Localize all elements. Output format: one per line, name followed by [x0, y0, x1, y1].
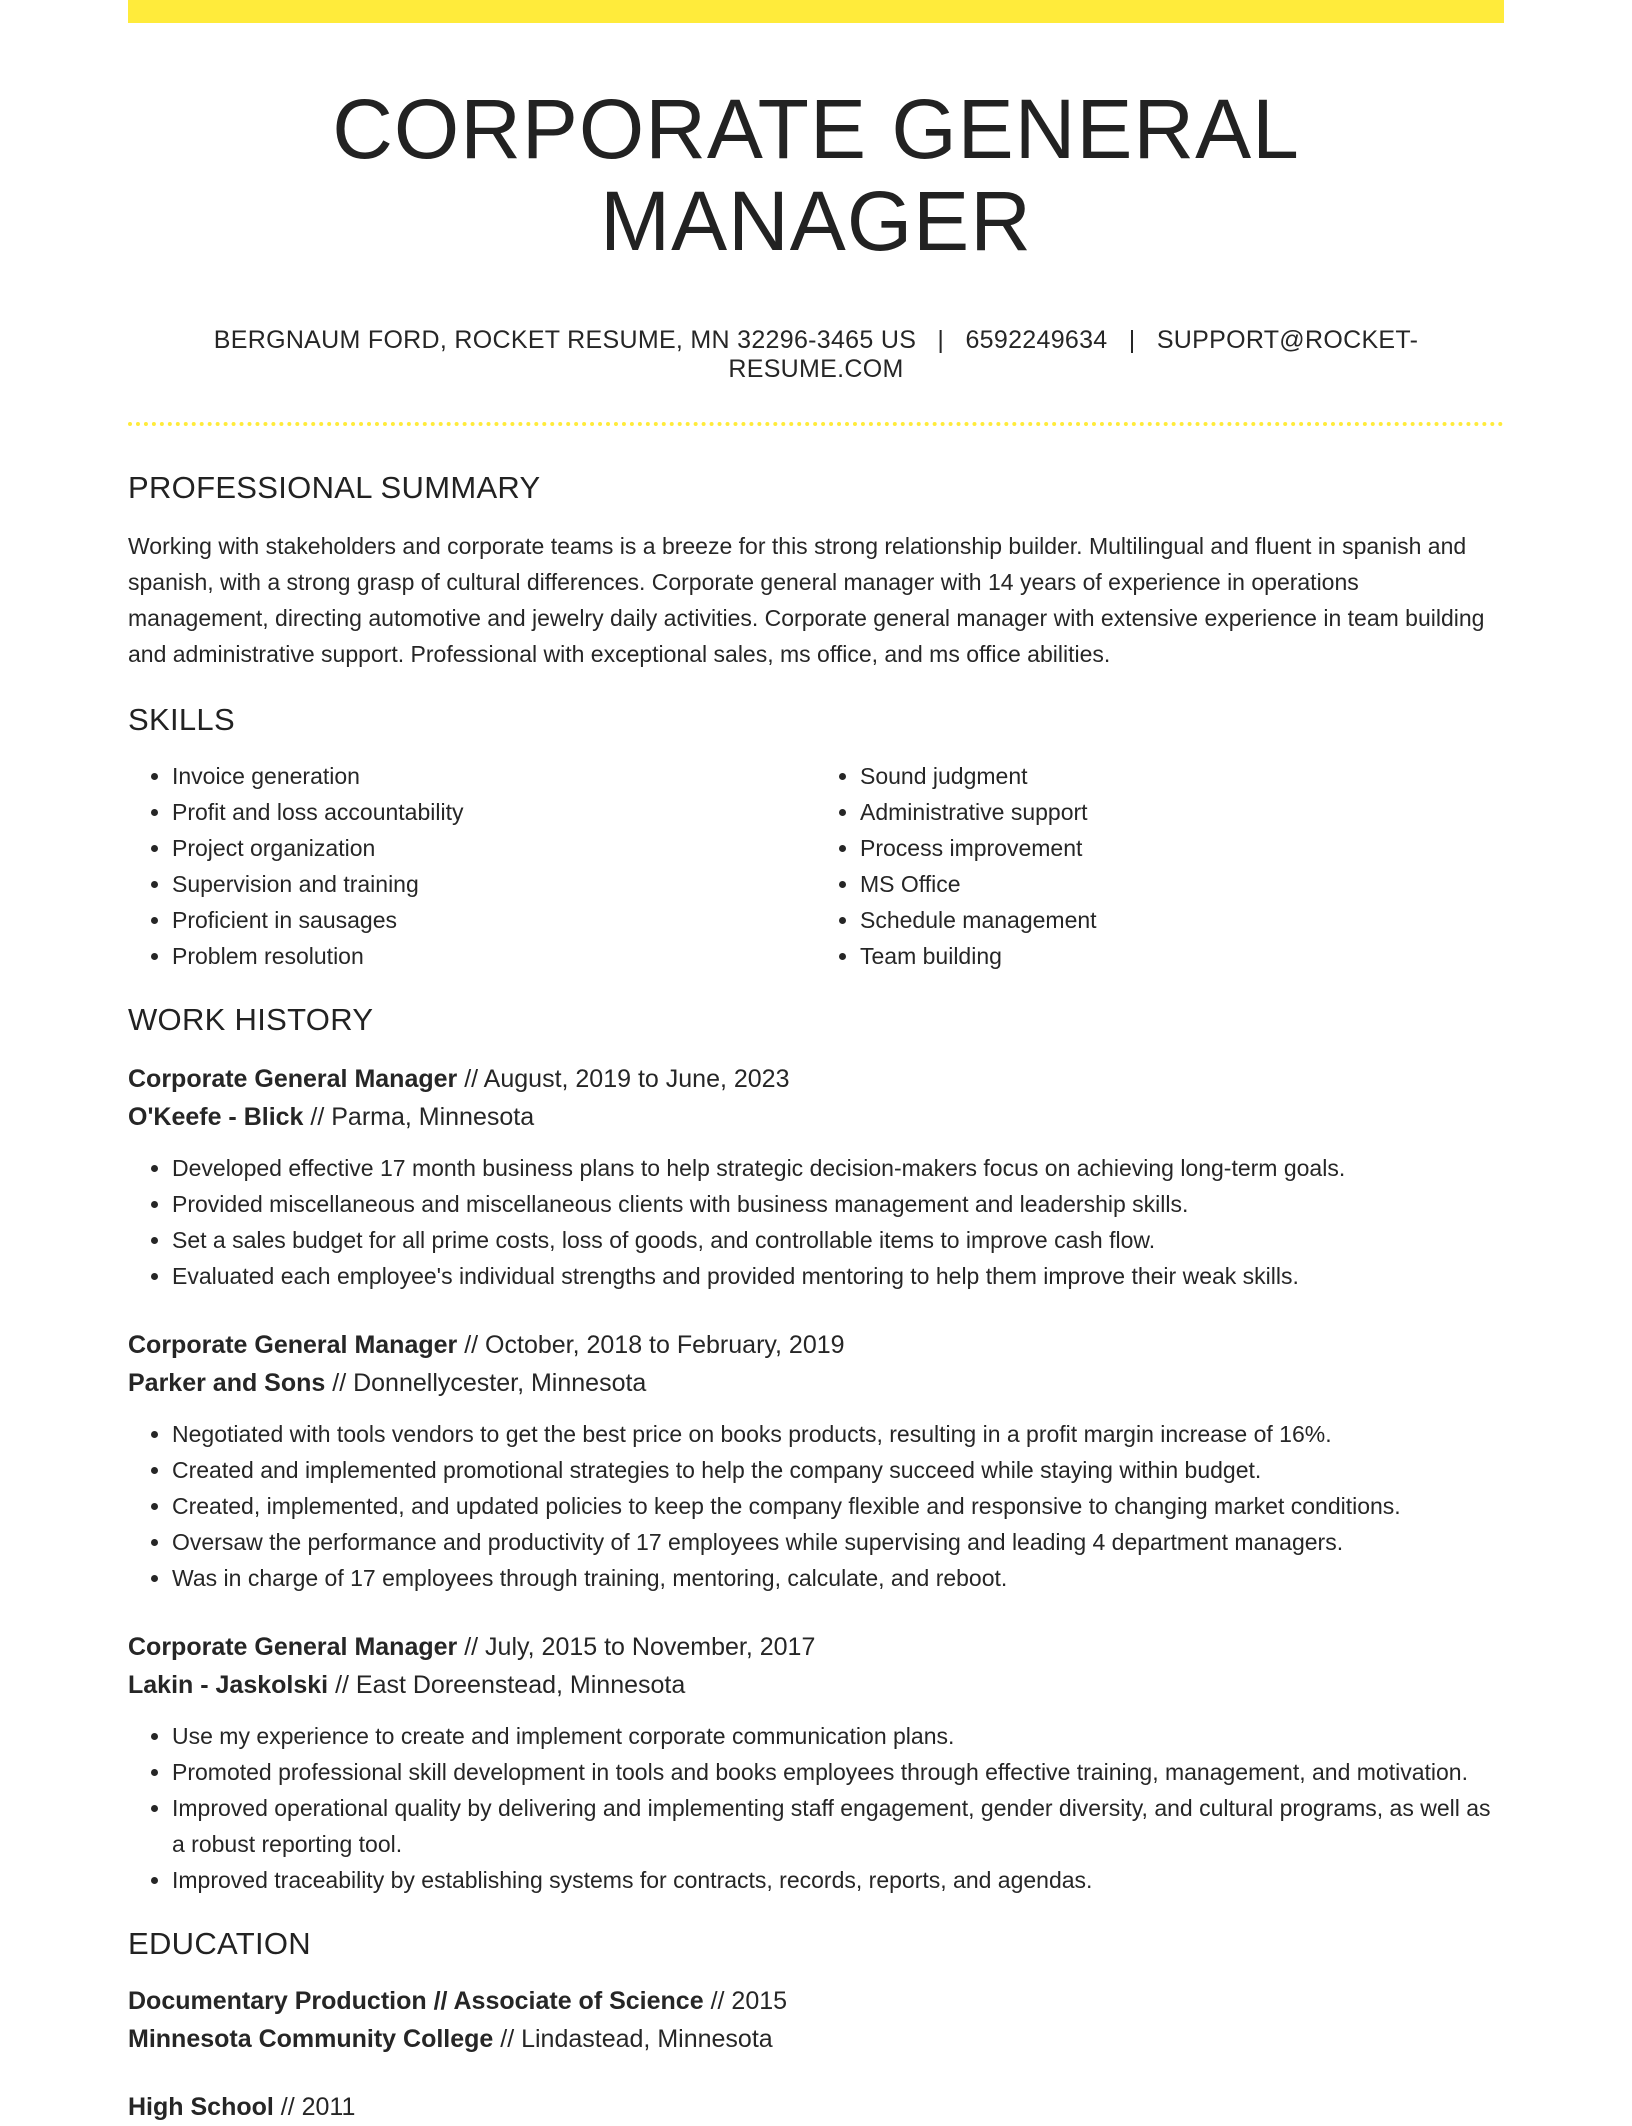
skill-item: • Problem resolution: [172, 938, 816, 974]
contact-address: BERGNAUM FORD, ROCKET RESUME, MN 32296-3465 US: [213, 325, 917, 354]
skill-item: • Team building: [860, 938, 1504, 974]
job-bullet: • Use my experience to create and implement corporate communication plans.: [172, 1718, 1504, 1754]
job-dates: // October, 2018 to February, 2019: [464, 1330, 845, 1359]
skill-item: • Sound judgment: [860, 758, 1504, 794]
job-location: // Parma, Minnesota: [310, 1102, 535, 1131]
job-dates: // August, 2019 to June, 2023: [464, 1064, 790, 1093]
job-company-line: [128, 1364, 1504, 1402]
skill-item: • Supervision and training: [172, 866, 816, 902]
job-bullet: • Developed effective 17 month business plans to help strategic decision-makers focus on achieving long-term goals.: [172, 1150, 1504, 1186]
education-year: // 2011: [280, 2092, 356, 2121]
contact-email[interactable]: SUPPORT@ROCKET-RESUME.COM: [728, 325, 1419, 383]
header-divider: [128, 422, 1504, 426]
job-bullet: • Created and implemented promotional strategies to help the company succeed while staying within budget.: [172, 1452, 1504, 1488]
education-year: // 2015: [710, 1986, 788, 2015]
job-company: O'Keefe - Blick: [128, 1102, 304, 1131]
education-entry: [128, 1982, 1504, 2058]
job-company: Lakin - Jaskolski: [128, 1670, 329, 1699]
job-role: Corporate General Manager: [128, 1064, 458, 1093]
job-location: // Donnellycester, Minnesota: [332, 1368, 647, 1397]
job-bullets: [128, 1416, 1504, 1596]
job-bullet: • Set a sales budget for all prime costs, loss of goods, and controllable items to improve cash flow.: [172, 1222, 1504, 1258]
skill-item: • Profit and loss accountability: [172, 794, 816, 830]
education-degree-line: [128, 2088, 1504, 2126]
skill-item: • Process improvement: [860, 830, 1504, 866]
contact-separator: |: [937, 325, 945, 354]
job-bullet: • Oversaw the performance and productivity of 17 employees while supervising and leading 4 department managers.: [172, 1524, 1504, 1560]
job-role: Corporate General Manager: [128, 1632, 458, 1661]
skill-item: • Invoice generation: [172, 758, 816, 794]
skill-item: • MS Office: [860, 866, 1504, 902]
job-bullet: • Improved traceability by establishing systems for contracts, records, reports, and agendas.: [172, 1862, 1504, 1898]
job-entry: [128, 1326, 1504, 1596]
job-bullets: [128, 1718, 1504, 1898]
education-heading: EDUCATION: [128, 1925, 311, 1961]
job-bullet: • Promoted professional skill development in tools and books employees through effective training, management, and motivation.: [172, 1754, 1504, 1790]
job-company-line: [128, 1666, 1504, 1704]
job-entry: [128, 1628, 1504, 1898]
summary-heading: PROFESSIONAL SUMMARY: [128, 469, 541, 505]
job-location: // East Doreenstead, Minnesota: [335, 1670, 686, 1699]
skills-heading: SKILLS: [128, 701, 235, 737]
skill-item: • Administrative support: [860, 794, 1504, 830]
contact-phone: 6592249634: [965, 325, 1108, 354]
education-school-line: [128, 2020, 1504, 2058]
contact-separator: |: [1128, 325, 1136, 354]
education-school: Minnesota Community College: [128, 2024, 494, 2053]
job-entry: [128, 1060, 1504, 1294]
education-entry: [128, 2088, 1504, 2126]
skill-item: • Proficient in sausages: [172, 902, 816, 938]
education-degree-line: [128, 1982, 1504, 2020]
contact-line: [128, 326, 1504, 384]
skills-list-right: [816, 758, 1504, 974]
top-accent-bar: [128, 0, 1504, 23]
job-bullet: • Created, implemented, and updated policies to keep the company flexible and responsive to changing market conditions.: [172, 1488, 1504, 1524]
education-location: // Lindastead, Minnesota: [500, 2024, 773, 2053]
job-title-line: [128, 1326, 1504, 1364]
job-bullets: [128, 1150, 1504, 1294]
job-title-line: [128, 1628, 1504, 1666]
job-company-line: [128, 1098, 1504, 1136]
work-heading: WORK HISTORY: [128, 1001, 374, 1037]
skill-item: • Schedule management: [860, 902, 1504, 938]
job-bullet: • Improved operational quality by delivering and implementing staff engagement, gender diversity, and cultural programs, as well as a robust reporting tool.: [172, 1790, 1504, 1862]
resume-title: CORPORATE GENERAL MANAGER: [332, 82, 1300, 269]
job-title-line: [128, 1060, 1504, 1098]
job-company: Parker and Sons: [128, 1368, 326, 1397]
job-bullet: • Negotiated with tools vendors to get the best price on books products, resulting in a profit margin increase of 16%.: [172, 1416, 1504, 1452]
skills-columns: [128, 758, 1504, 974]
resume-page: [128, 0, 1504, 2126]
education-degree: High School: [128, 2092, 274, 2121]
job-bullet: • Was in charge of 17 employees through training, mentoring, calculate, and reboot.: [172, 1560, 1504, 1596]
skill-item: • Project organization: [172, 830, 816, 866]
summary-text: Working with stakeholders and corporate teams is a breeze for this strong relationship builder. Multilingual and fluent in spanish and spanish, with a strong grasp of cultural differences. Corporate general manager with 14 years of experience in operations management, directing automotive and jewelry daily activities. Corporate general manager with extensive experience in team building and administrative support. Professional with exceptional sales, ms office, and ms office abilities.: [128, 532, 1485, 667]
job-role: Corporate General Manager: [128, 1330, 458, 1359]
skills-list-left: [128, 758, 816, 974]
education-degree: Documentary Production // Associate of Science: [128, 1986, 704, 2015]
job-dates: // July, 2015 to November, 2017: [464, 1632, 816, 1661]
job-bullet: • Evaluated each employee's individual strengths and provided mentoring to help them improve their weak skills.: [172, 1258, 1504, 1294]
job-bullet: • Provided miscellaneous and miscellaneous clients with business management and leadership skills.: [172, 1186, 1504, 1222]
